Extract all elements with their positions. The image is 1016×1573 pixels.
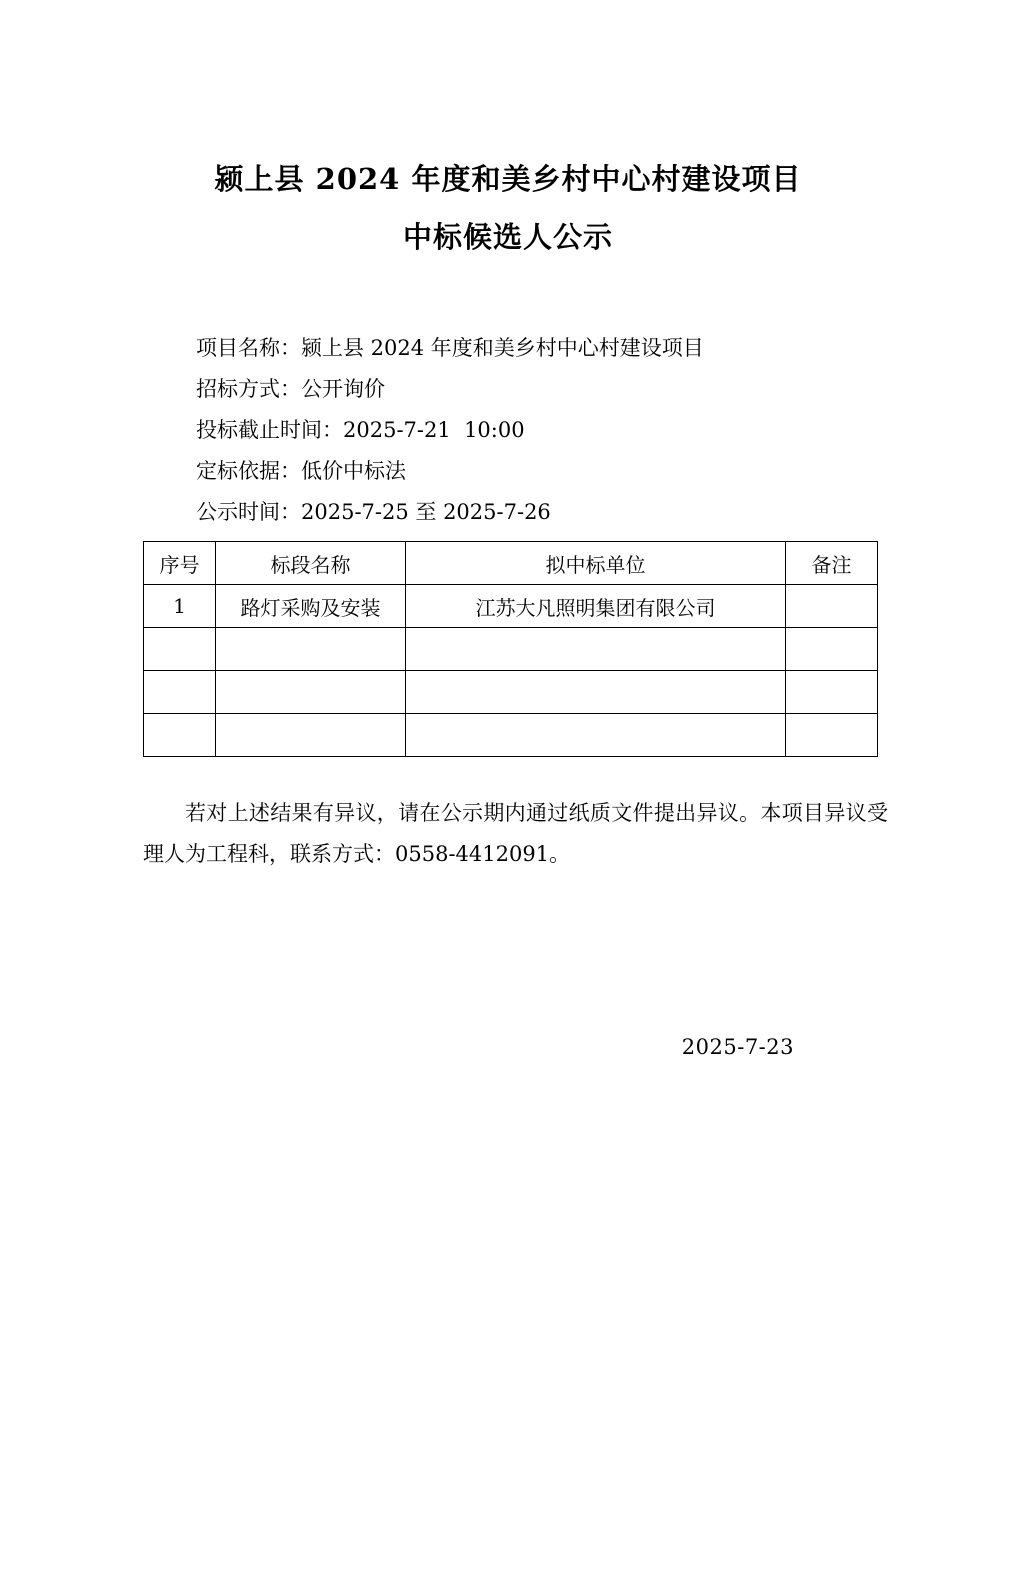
publish-date: 2025-7-23	[681, 1035, 794, 1059]
info-deadline: 投标截止时间：2025-7-21 10:00	[196, 418, 525, 442]
objection-notice	[143, 793, 888, 875]
table-row	[144, 585, 878, 628]
cell-candidate-unit	[406, 628, 786, 671]
info-award-basis: 定标依据：低价中标法	[196, 459, 406, 483]
table-header-row	[144, 542, 878, 585]
cell-no	[144, 714, 216, 757]
column-header-section-name: 标段名称	[216, 542, 406, 585]
info-project-name: 项目名称：颍上县 2024 年度和美乡村中心村建设项目	[196, 336, 704, 360]
cell-remark	[786, 628, 878, 671]
document-page	[0, 150, 1016, 1573]
table-row	[144, 671, 878, 714]
cell-section-name	[216, 714, 406, 757]
cell-candidate-unit: 江苏大凡照明集团有限公司	[406, 585, 786, 628]
cell-remark	[786, 585, 878, 628]
column-header-candidate-unit: 拟中标单位	[406, 542, 786, 585]
bid-candidates-table	[143, 541, 878, 757]
table-row	[144, 714, 878, 757]
cell-section-name	[216, 671, 406, 714]
objection-notice-text: 若对上述结果有异议，请在公示期内通过纸质文件提出异议。本项目异议受理人为工程科，联系方式：0558-4412091。	[143, 801, 888, 866]
title-line-2: 中标候选人公示	[402, 220, 613, 254]
column-header-no: 序号	[144, 542, 216, 585]
cell-remark	[786, 714, 878, 757]
cell-no: 1	[144, 585, 216, 628]
project-info-block	[196, 328, 876, 533]
info-bid-method: 招标方式：公开询价	[196, 377, 385, 401]
document-title	[0, 150, 1016, 266]
cell-no	[144, 671, 216, 714]
cell-candidate-unit	[406, 671, 786, 714]
cell-remark	[786, 671, 878, 714]
info-publicity-period: 公示时间：2025-7-25 至 2025-7-26	[196, 500, 551, 524]
cell-section-name	[216, 628, 406, 671]
cell-no	[144, 628, 216, 671]
column-header-remark: 备注	[786, 542, 878, 585]
bid-table-wrapper	[143, 541, 877, 757]
cell-section-name: 路灯采购及安装	[216, 585, 406, 628]
cell-candidate-unit	[406, 714, 786, 757]
table-row	[144, 628, 878, 671]
title-line-1: 颍上县 2024 年度和美乡村中心村建设项目	[214, 162, 802, 196]
